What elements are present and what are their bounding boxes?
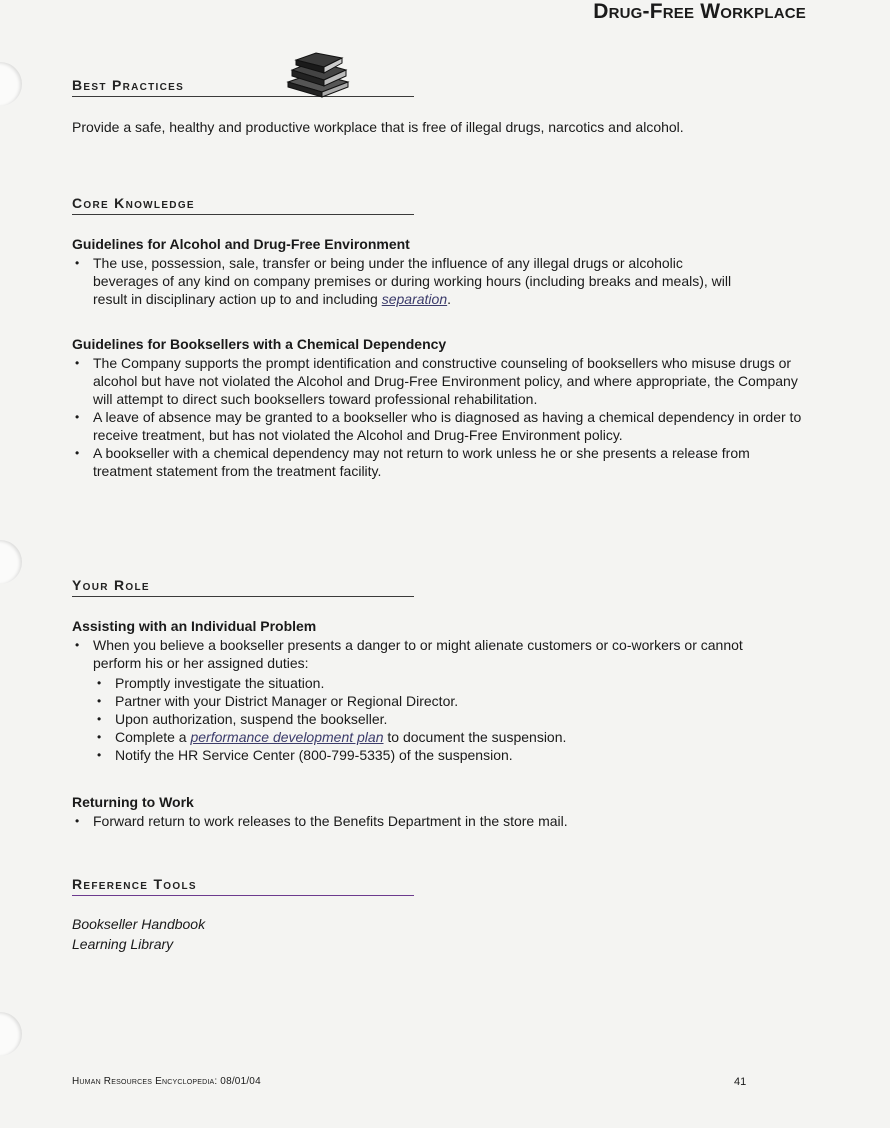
section-heading-your-role: Your Role bbox=[72, 577, 414, 597]
separation-link[interactable]: separation bbox=[381, 291, 448, 307]
list-item: • Partner with your District Manager or Regional Director. bbox=[94, 692, 754, 710]
section-heading-best-practices: Best Practices bbox=[72, 77, 414, 97]
guideline-title-alcohol-drug-free: Guidelines for Alcohol and Drug-Free Environment bbox=[72, 236, 410, 252]
performance-development-plan-link[interactable]: performance development plan bbox=[190, 729, 384, 745]
binder-hole bbox=[0, 1012, 22, 1056]
section-heading-core-knowledge: Core Knowledge bbox=[72, 195, 414, 215]
binder-hole bbox=[0, 540, 22, 584]
footer-document-title: Human Resources Encyclopedia: 08/01/04 bbox=[72, 1076, 261, 1087]
list-item: • The Company supports the prompt identification and constructive counseling of booksellers who misuse drugs or alcohol but have not violated the Alcohol and Drug-Free Environment policy, and where appropriate, the Company will attempt to direct such booksellers toward professional rehabilitation. bbox=[72, 354, 812, 408]
list-item: • Notify the HR Service Center (800-799-5335) of the suspension. bbox=[94, 746, 754, 764]
reference-item-bookseller-handbook: Bookseller Handbook bbox=[72, 916, 206, 932]
subsection-title-returning-to-work: Returning to Work bbox=[72, 794, 194, 810]
list-item: • Upon authorization, suspend the bookseller. bbox=[94, 710, 754, 728]
binder-hole bbox=[0, 62, 22, 106]
page-number: 41 bbox=[734, 1076, 747, 1088]
guideline-list-alcohol-drug-free bbox=[72, 254, 752, 308]
list-item: • A leave of absence may be granted to a bookseller who is diagnosed as having a chemical dependency in order to receive treatment, but has not violated the Alcohol and Drug-Free Environment policy. bbox=[72, 408, 812, 444]
section-heading-reference-tools: Reference Tools bbox=[72, 876, 414, 896]
returning-to-work-list bbox=[72, 812, 792, 830]
list-item: • Forward return to work releases to the Benefits Department in the store mail. bbox=[72, 812, 792, 830]
best-practices-text: Provide a safe, healthy and productive workplace that is free of illegal drugs, narcotics and alcohol. bbox=[72, 119, 684, 135]
list-item: • A bookseller with a chemical dependency may not return to work unless he or she presents a release from treatment statement from the treatment facility. bbox=[72, 444, 812, 480]
reference-item-learning-library: Learning Library bbox=[72, 936, 174, 952]
guideline-title-chemical-dependency: Guidelines for Booksellers with a Chemical Dependency bbox=[72, 336, 447, 352]
subsection-title-individual-problem: Assisting with an Individual Problem bbox=[72, 618, 317, 634]
list-item: • When you believe a bookseller presents a danger to or might alienate customers or co-workers or cannot perform his or her assigned duties: bbox=[72, 636, 772, 672]
individual-problem-list bbox=[72, 636, 772, 672]
individual-problem-steps bbox=[94, 674, 754, 764]
guideline-list-chemical-dependency bbox=[72, 354, 812, 480]
list-item: • The use, possession, sale, transfer or being under the influence of any illegal drugs or alcoholic beverages of any kind on company premises or during working hours (including breaks and meals), will result in disciplinary action up to and including separation. bbox=[72, 254, 752, 308]
page-title: Drug-Free Workplace bbox=[593, 0, 806, 23]
list-item: • Complete a performance development plan to document the suspension. bbox=[94, 728, 754, 746]
stack-of-books-icon bbox=[282, 52, 352, 100]
list-item: • Promptly investigate the situation. bbox=[94, 674, 754, 692]
